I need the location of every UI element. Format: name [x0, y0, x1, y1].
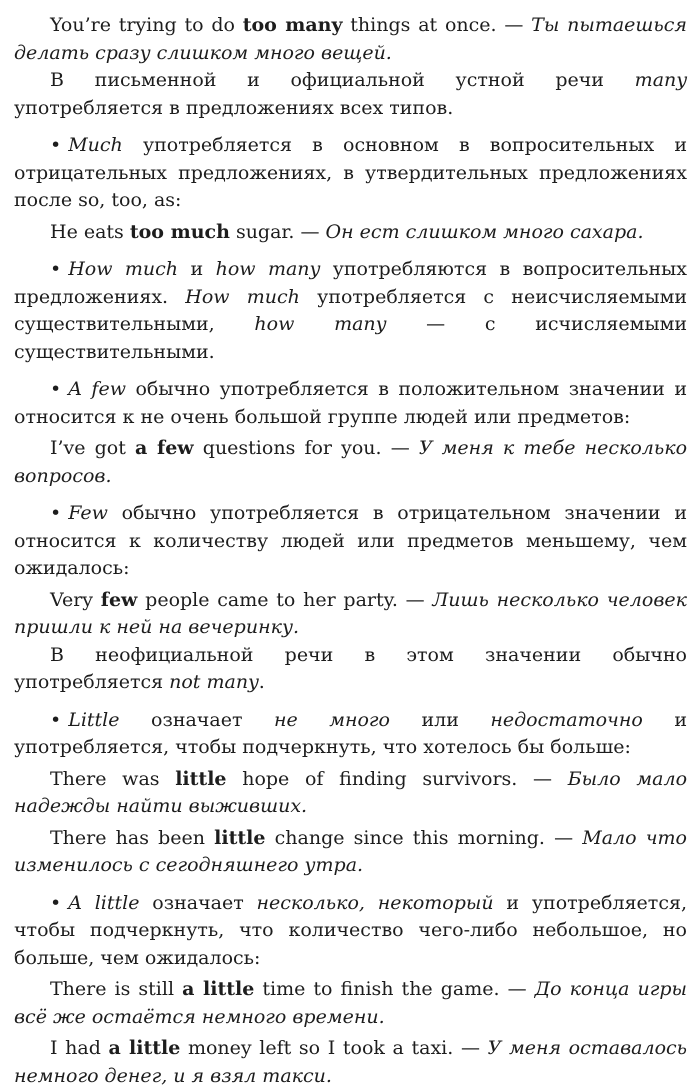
paragraph-note [14, 642, 687, 697]
bullet-icon: • [50, 891, 62, 914]
paragraph-example [14, 825, 687, 880]
text-segment: Он ест слишком много сахара. [325, 220, 644, 243]
bullet-icon: • [50, 502, 62, 524]
bullet-icon: • [50, 378, 62, 400]
paragraph-example [14, 219, 687, 247]
text-segment: There has been [50, 826, 215, 849]
text-segment: I’ve got [50, 437, 136, 459]
text-segment: несколько, некоторый [256, 891, 494, 914]
text-segment: There was [50, 767, 176, 790]
text-segment: time to finish the game. — [254, 978, 535, 1000]
text-segment: little [214, 826, 266, 849]
paragraph-example [14, 976, 687, 1031]
paragraph-example [14, 587, 687, 642]
text-segment: — с исчисляемыми существительными. [14, 313, 688, 363]
text-segment: a little [108, 1037, 181, 1059]
text-segment: How much [68, 258, 179, 280]
text-segment: Very [50, 588, 101, 611]
paragraph-example [14, 435, 687, 490]
paragraph-bullet [14, 500, 687, 583]
text-segment: употребляются в вопросительных предложениях. [14, 258, 687, 308]
text-segment: how many [215, 258, 321, 280]
text-segment: и употребляется, чтобы подчеркнуть, что количество чего-либо небольшое, но больше, чем ожидалось: [14, 891, 687, 969]
text-segment: обычно употребляется в отрицательном значении и относится к количеству людей или предметов меньшему, чем ожидалось: [14, 502, 687, 579]
text-segment: sugar. — [229, 220, 326, 243]
paragraph-example [14, 766, 687, 821]
text-segment: означает [119, 708, 274, 731]
bullet-icon: • [50, 708, 62, 731]
text-segment: В неофициальной речи в этом значении обычно употребляется [14, 643, 687, 693]
text-segment: hope of finding survivors. — [226, 767, 568, 790]
paragraph-example [14, 12, 687, 67]
text-segment: обычно употребляется в положительном значении и относится к не очень большой группе людей или предметов: [14, 378, 687, 428]
text-segment: little [175, 767, 227, 790]
text-segment: Ты пытаешься делать сразу слишком много вещей. [14, 14, 687, 64]
text-segment: Было мало надежды найти выживших. [14, 767, 688, 817]
text-segment: Лишь несколько человек пришли к ней на вечеринку. [14, 588, 687, 638]
text-segment: и [178, 258, 216, 280]
paragraph-bullet [14, 376, 687, 431]
text-segment: people came to her party. — [137, 588, 433, 611]
text-segment: . [258, 671, 265, 693]
text-segment: означает [139, 891, 257, 914]
text-segment: Few [68, 502, 108, 524]
text-segment: You’re trying to do [50, 14, 243, 36]
text-segment: употребляется в основном в вопросительных и отрицательных предложениях, в утвердительных предложениях после so, too, as: [14, 134, 687, 211]
text-segment: не много [273, 708, 390, 731]
paragraph-bullet [14, 132, 687, 215]
text-segment: not many [169, 671, 259, 693]
paragraph-note [14, 67, 687, 122]
text-segment: или [389, 708, 491, 731]
paragraph-example [14, 1035, 687, 1090]
text-segment: money left so I took a taxi. — [180, 1037, 488, 1059]
text-segment: употребляется с неисчисляемыми существительными, [14, 285, 688, 335]
text-segment: how many [254, 313, 387, 335]
text-segment: a little [182, 978, 255, 1000]
text-segment: change since this morning. — [265, 826, 583, 849]
text-segment: few [100, 588, 138, 611]
text-segment: too much [129, 220, 230, 243]
text-column [14, 12, 687, 1090]
text-segment: a few [135, 437, 194, 459]
text-segment: недостаточно [490, 708, 643, 731]
paragraph-bullet [14, 256, 687, 366]
text-segment: There is still [50, 978, 183, 1000]
text-segment: I had [50, 1037, 109, 1059]
text-segment: A little [68, 891, 140, 914]
text-segment: Much [68, 134, 123, 156]
bullet-icon: • [50, 258, 62, 280]
text-segment: Мало что изменилось с сегодняшнего утра. [14, 826, 687, 876]
text-segment: Little [68, 708, 120, 731]
text-segment: questions for you. — [193, 437, 419, 459]
text-segment: things at once. — [342, 14, 532, 36]
text-segment: До конца игры всё же остаётся немного времени. [14, 978, 687, 1028]
text-segment: У меня оставалось немного денег, и я взял такси. [14, 1037, 688, 1087]
bullet-icon: • [50, 134, 62, 156]
text-segment: В письменной и официальной устной речи [50, 69, 635, 91]
text-segment: too many [242, 14, 343, 36]
paragraph-bullet [14, 890, 687, 973]
text-segment: A few [68, 378, 126, 400]
text-segment: He eats [50, 220, 130, 243]
paragraph-bullet [14, 707, 687, 762]
text-segment: many [634, 69, 687, 91]
text-segment: и употребляется, чтобы подчеркнуть, что хотелось бы больше: [14, 708, 688, 758]
text-segment: У меня к тебе несколько вопросов. [14, 437, 688, 487]
text-segment: употребляется в предложениях всех типов. [14, 96, 454, 119]
text-segment: How much [185, 285, 300, 308]
